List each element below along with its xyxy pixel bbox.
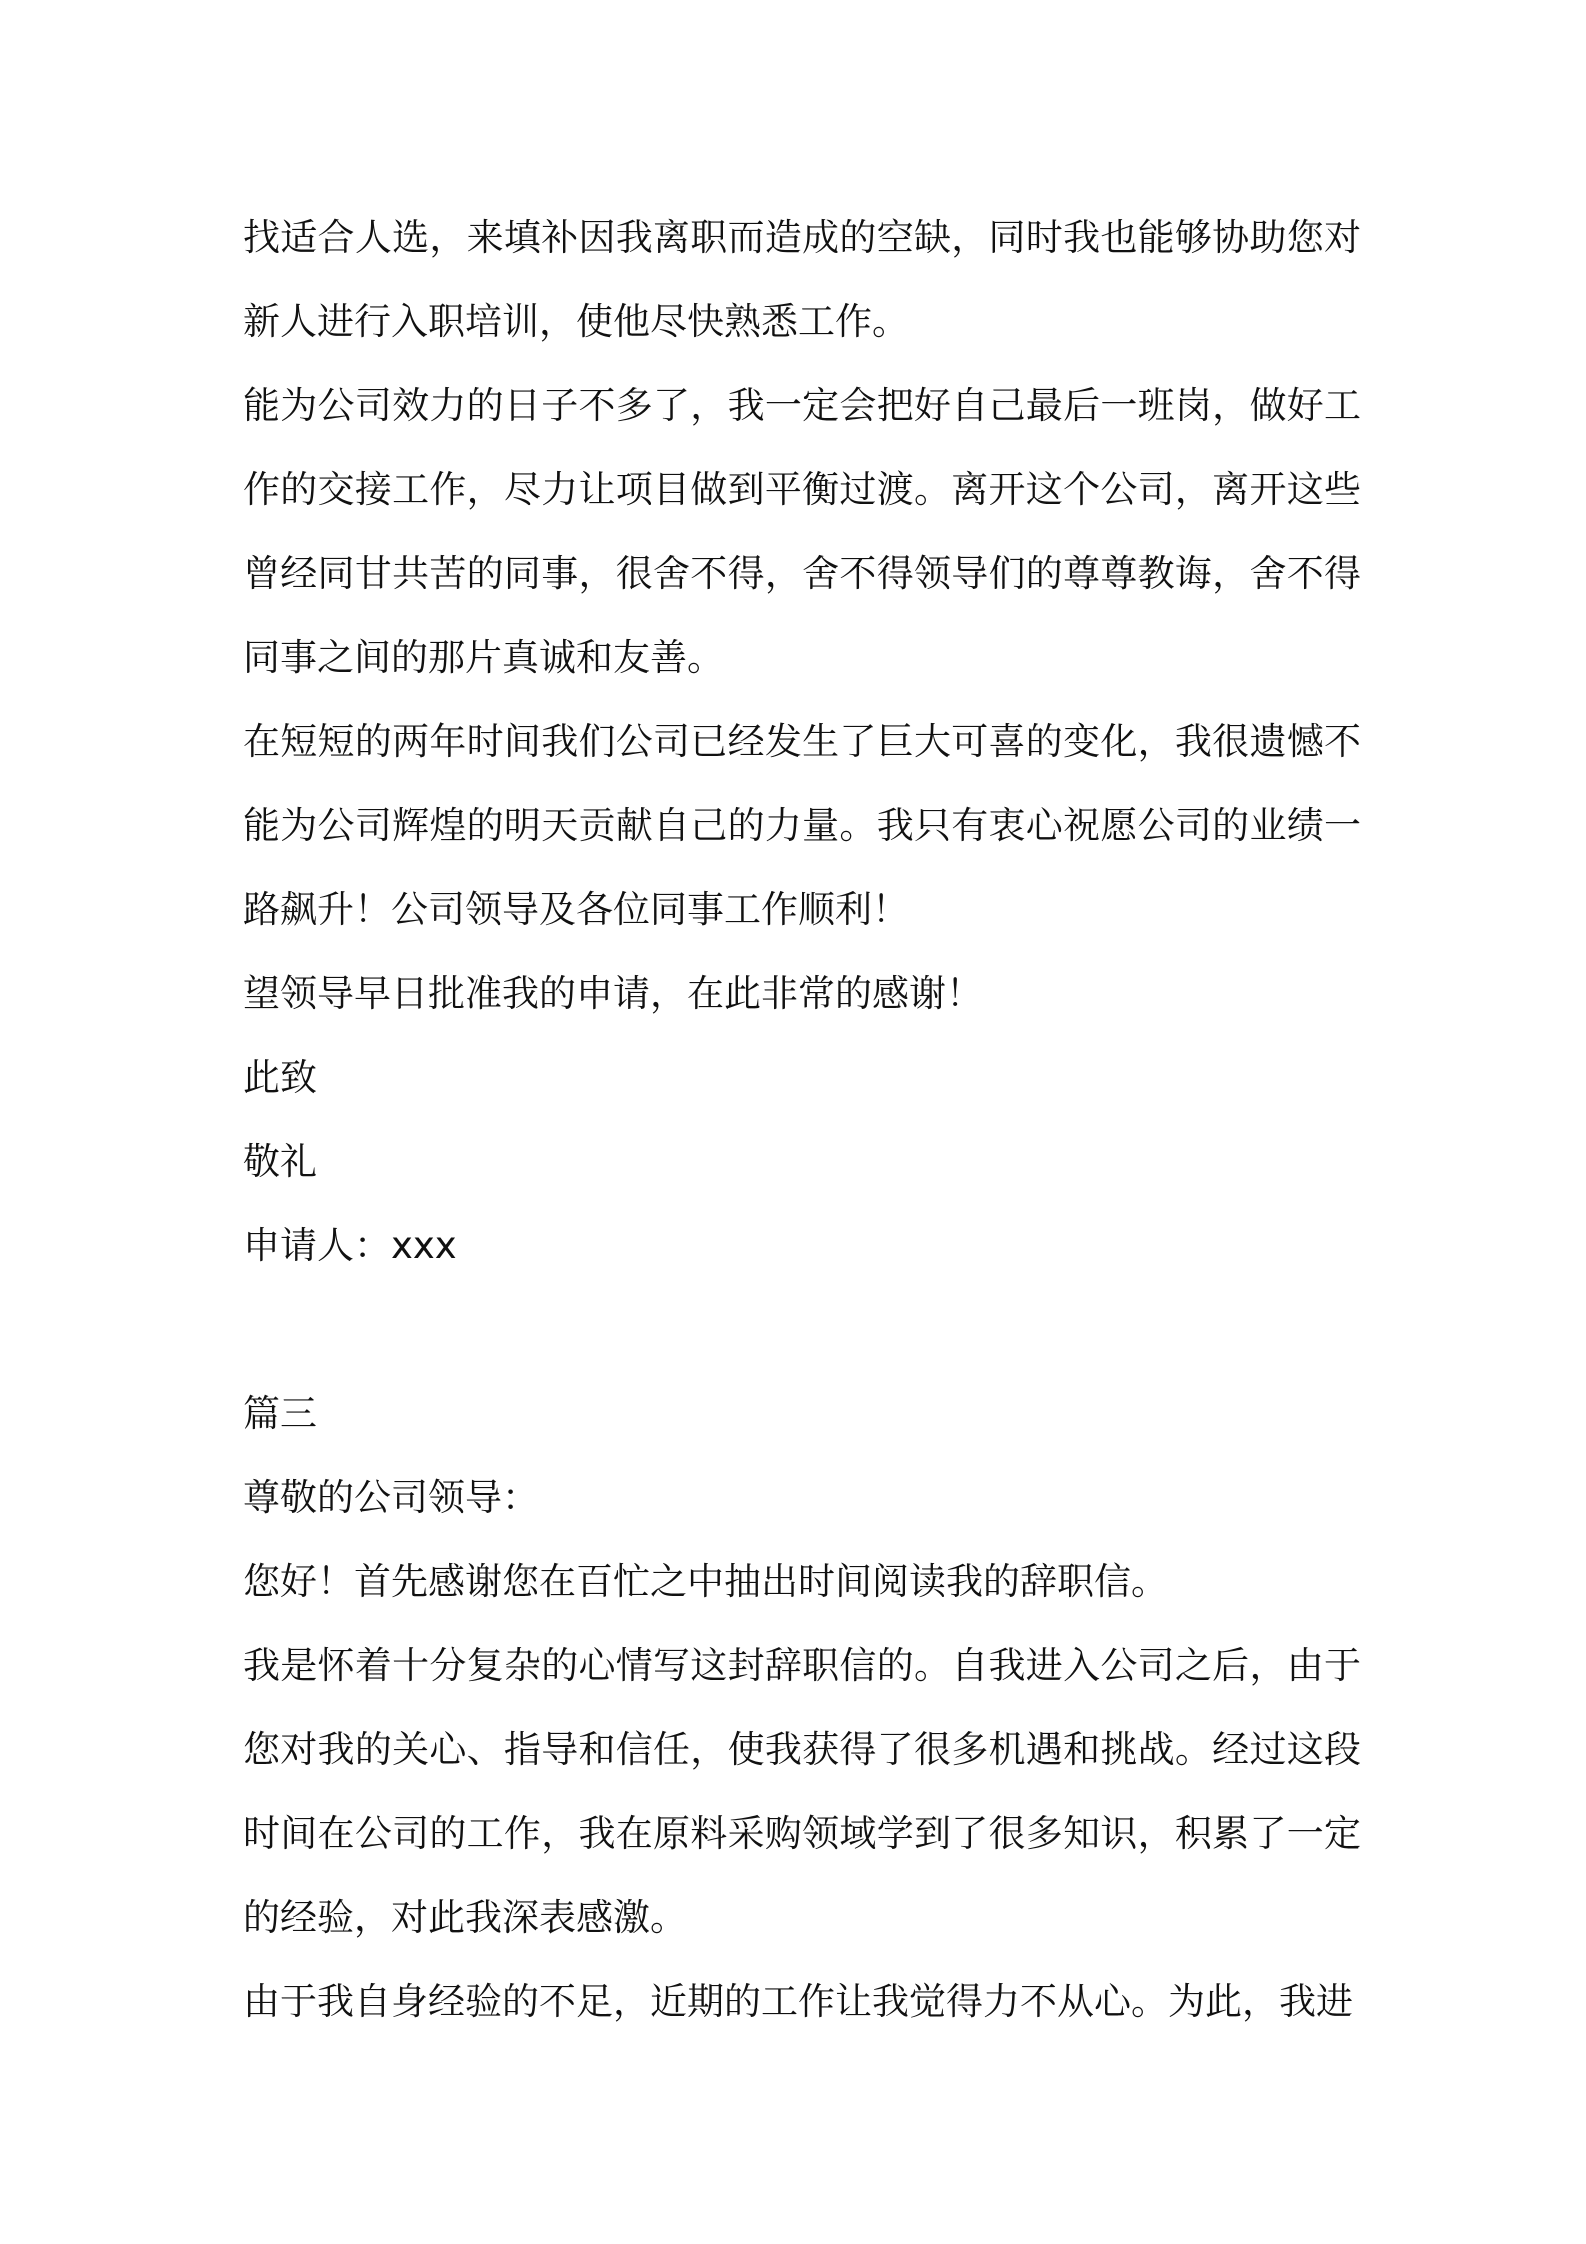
closing-salutation: 此致 [243,1056,317,1099]
closing-regards: 敬礼 [243,1140,317,1183]
paragraph-request-approval: 望领导早日批准我的申请，在此非常的感谢！ [243,972,983,1015]
paragraph-regret: 在短短的两年时间我们公司已经发生了巨大可喜的变化，我很遗憾不能为公司辉煌的明天贡献自己的力量。我只有衷心祝愿公司的业绩一路飙升！公司领导及各位同事工作顺利！ [243,720,1361,931]
section-title: 篇三 [243,1392,317,1435]
paragraph-replacement-help: 找适合人选，来填补因我离职而造成的空缺，同时我也能够协助您对新人进行入职培训，使他尽快熟悉工作。 [243,216,1361,343]
paragraph-handover: 能为公司效力的日子不多了，我一定会把好自己最后一班岗，做好工作的交接工作，尽力让项目做到平衡过渡。离开这个公司，离开这些曾经同甘共苦的同事，很舍不得，舍不得领导们的尊尊教诲，舍不得同事之间的那片真诚和友善。 [243,384,1361,679]
applicant-signature-line: 申请人：xxx [243,1224,457,1267]
paragraph-opening-thanks: 您好！首先感谢您在百忙之中抽出时间阅读我的辞职信。 [243,1560,1168,1603]
paragraph-reason: 由于我自身经验的不足，近期的工作让我觉得力不从心。为此，我进 [243,1980,1353,2023]
paragraph-gratitude: 我是怀着十分复杂的心情写这封辞职信的。自我进入公司之后，由于您对我的关心、指导和信任，使我获得了很多机遇和挑战。经过这段时间在公司的工作，我在原料采购领域学到了很多知识，积累了一定的经验，对此我深表感激。 [243,1644,1361,1939]
section-spacer [243,1288,1361,1372]
letter-body [243,196,1361,2044]
letter-greeting: 尊敬的公司领导： [243,1476,539,1519]
